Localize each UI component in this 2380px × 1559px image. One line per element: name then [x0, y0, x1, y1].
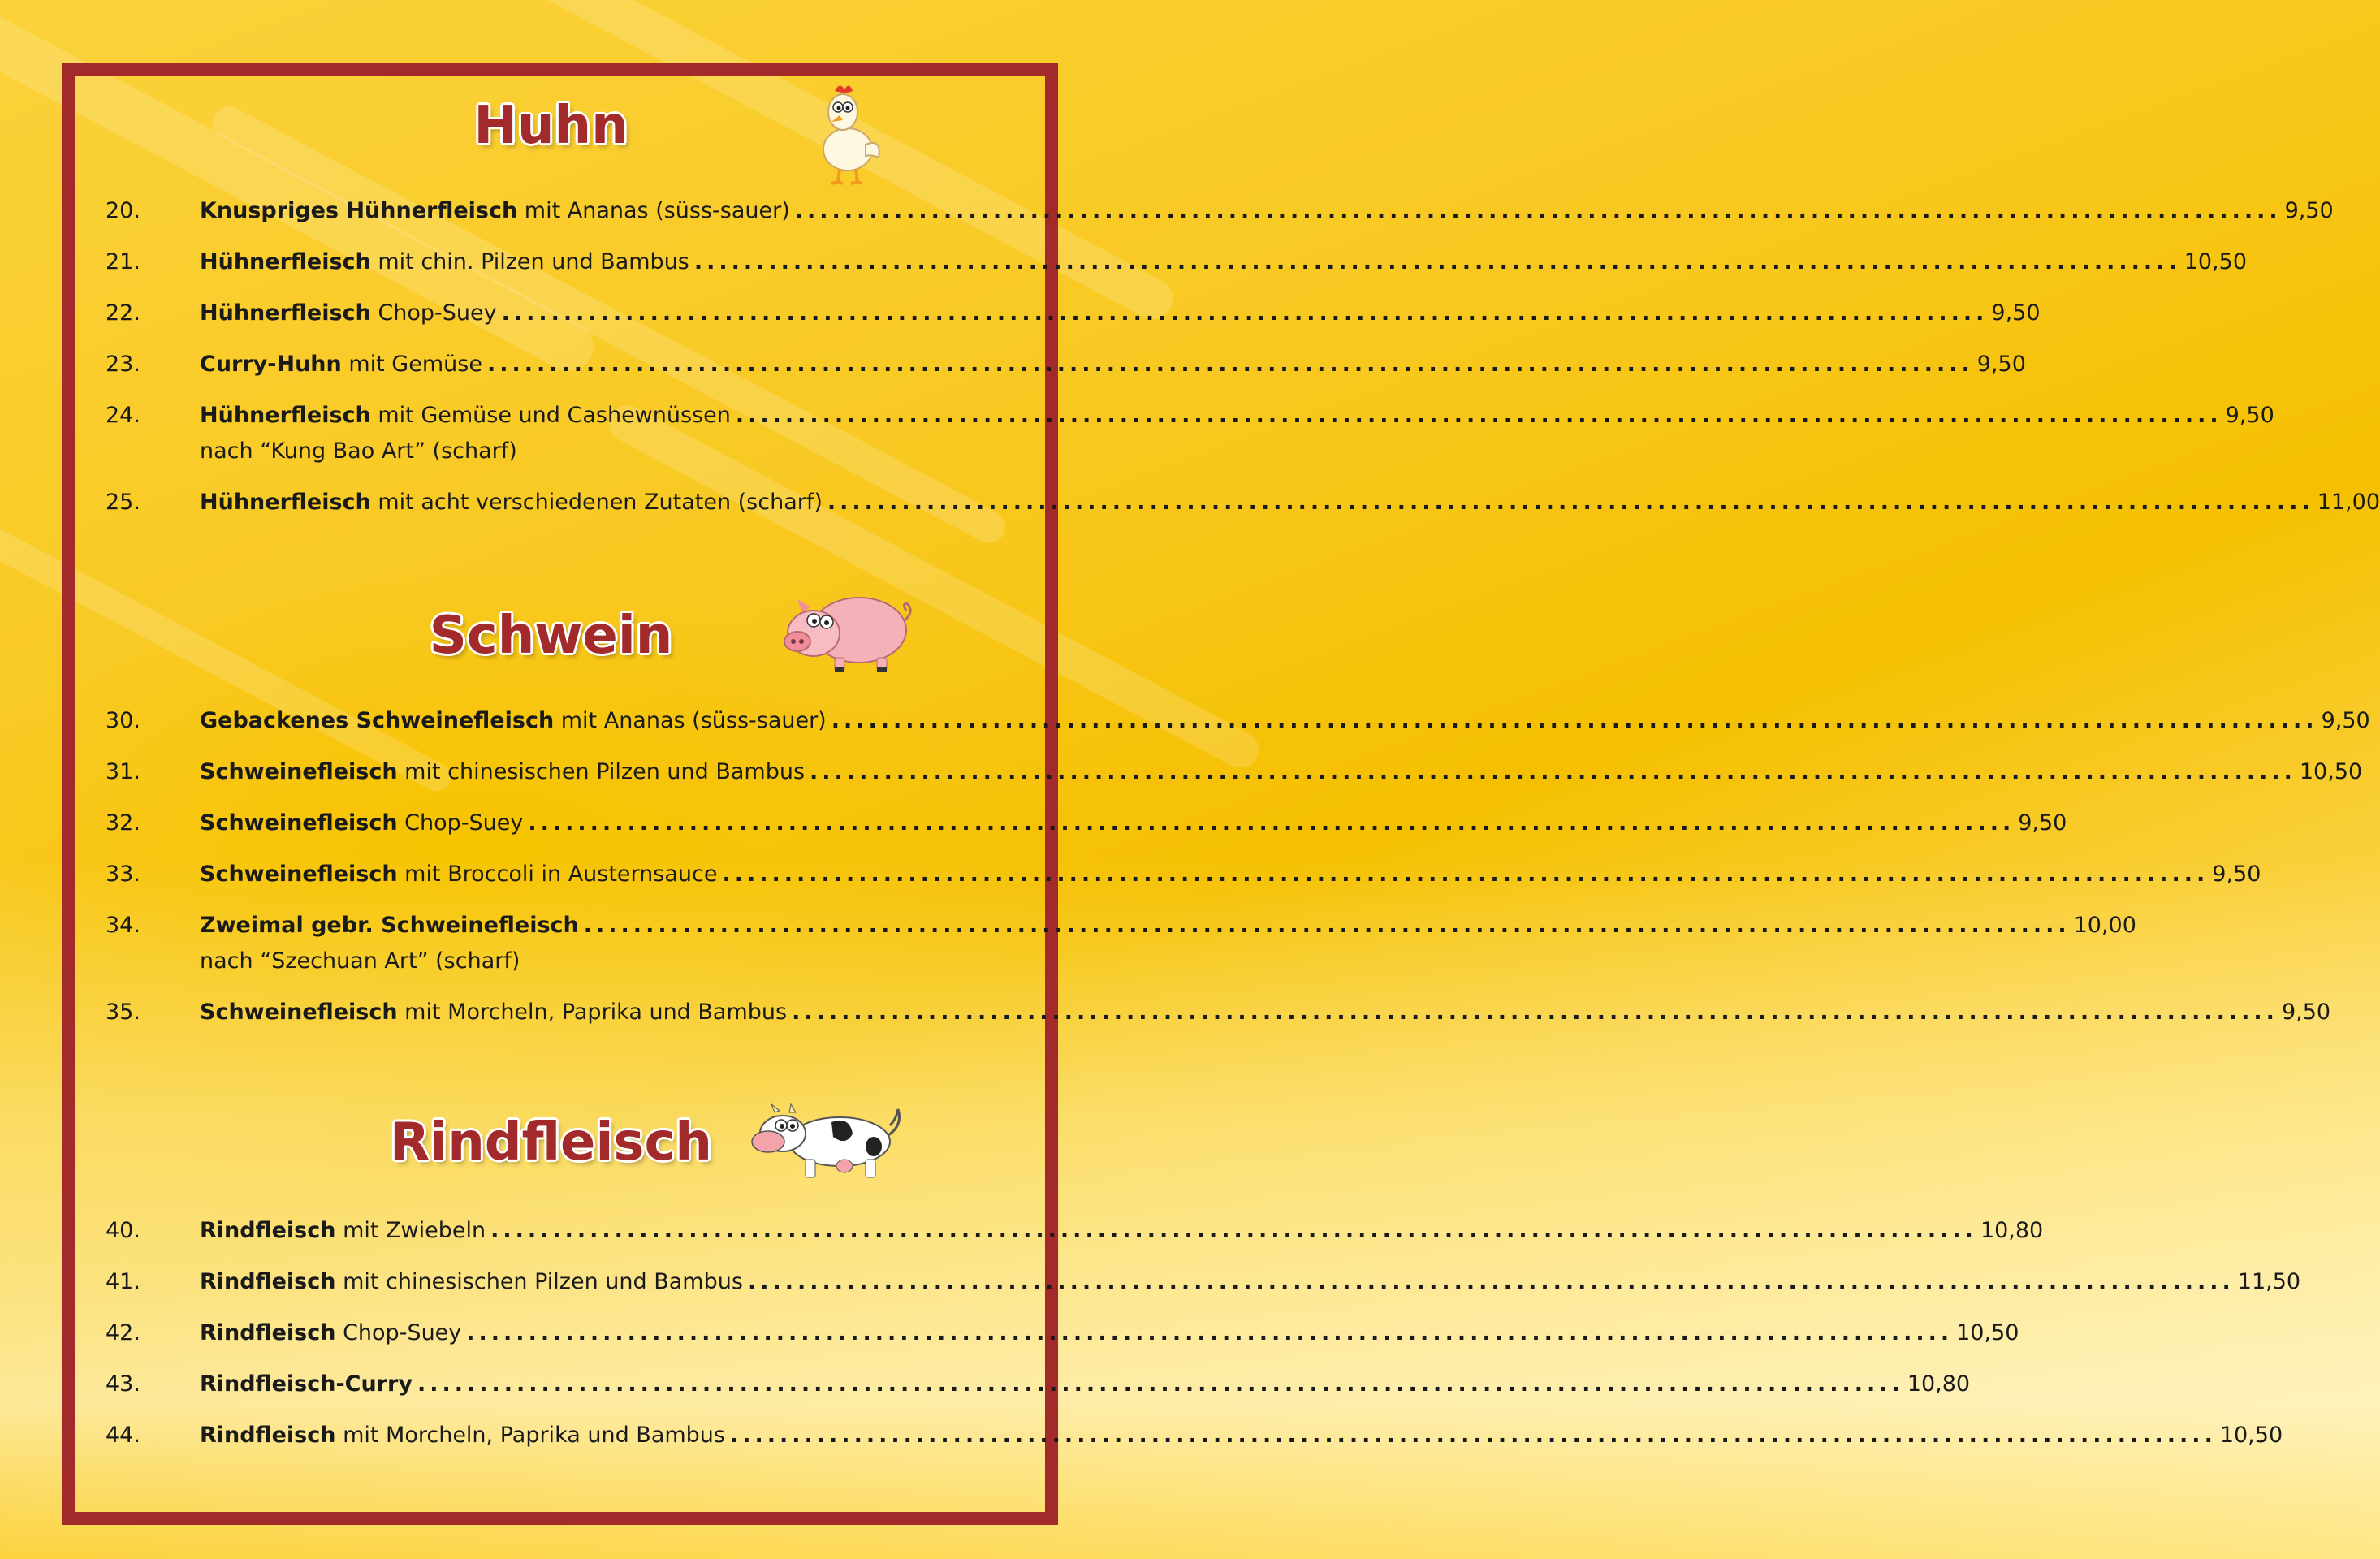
item-description [200, 198, 790, 223]
item-description [200, 1269, 743, 1294]
item-name: Hühnerfleisch [200, 403, 371, 428]
item-description-line [200, 759, 2363, 784]
item-name: Schweinefleisch [200, 759, 398, 784]
item-description-line [200, 1371, 1971, 1397]
item-description [200, 759, 805, 784]
item-name: Rindfleisch [200, 1269, 336, 1294]
item-price: 11,50 [2237, 1269, 2301, 1294]
item-price: 10,50 [1956, 1320, 2019, 1345]
pig-icon [778, 588, 916, 677]
item-detail: Chop-Suey [335, 1320, 462, 1345]
item-detail: mit Zwiebeln [335, 1218, 486, 1243]
item-detail: Chop-Suey [370, 300, 497, 326]
item-name: Hühnerfleisch [200, 490, 371, 515]
item-description [200, 1218, 486, 1243]
item-number: 33. [106, 862, 140, 887]
item-number: 41. [106, 1269, 140, 1294]
item-detail: mit chinesischen Pilzen und Bambus [397, 759, 806, 784]
item-number: 30. [106, 708, 140, 733]
item-description [200, 352, 482, 377]
item-number: 35. [106, 1000, 140, 1025]
dot-leader: ........................................................................................................................ [735, 403, 2222, 428]
item-number: 23. [106, 352, 140, 377]
item-name: Schweinefleisch [200, 862, 398, 887]
menu-frame [62, 63, 1058, 1525]
item-number: 44. [106, 1423, 140, 1448]
item-description-line [200, 198, 2334, 223]
item-description-line [200, 708, 2370, 733]
item-description-line [200, 810, 2067, 836]
item-price: 9,50 [1976, 352, 2026, 377]
item-description-line [200, 490, 2380, 515]
item-name: Rindfleisch [200, 1320, 336, 1345]
item-name: Gebackenes Schweinefleisch [200, 708, 555, 733]
item-description-line [200, 249, 2247, 274]
item-detail: mit acht verschiedenen Zutaten (scharf) [370, 490, 823, 515]
item-subtitle: nach “Szechuan Art” (scharf) [200, 948, 520, 974]
item-detail: mit Morcheln, Paprika und Bambus [397, 1000, 788, 1025]
item-price: 10,80 [1980, 1218, 2044, 1243]
item-name: Rindfleisch [200, 1423, 336, 1448]
item-name: Schweinefleisch [200, 1000, 398, 1025]
dot-leader: ........................................................................................................................ [794, 198, 2282, 223]
dot-leader: ........................................................................................................................ [486, 352, 1974, 377]
item-name: Hühnerfleisch [200, 300, 371, 326]
item-description [200, 708, 827, 733]
dot-leader: ........................................................................................................................ [747, 1269, 2235, 1294]
item-number: 32. [106, 810, 140, 836]
item-description-line [200, 913, 2136, 938]
item-detail: mit Broccoli in Austernsauce [397, 862, 718, 887]
item-price: 10,00 [2073, 913, 2136, 938]
item-description-line [200, 300, 2041, 326]
item-number: 21. [106, 249, 140, 274]
item-name: Hühnerfleisch [200, 249, 371, 274]
item-price: 10,50 [2219, 1423, 2283, 1448]
dot-leader: ........................................................................................................................ [417, 1371, 1904, 1397]
item-name: Curry-Huhn [200, 352, 342, 377]
item-number: 31. [106, 759, 140, 784]
item-detail: mit chin. Pilzen und Bambus [370, 249, 689, 274]
dot-leader: ........................................................................................................................ [583, 913, 2071, 938]
section-title-rindfleisch: Rindfleisch [390, 1112, 712, 1172]
item-price: 9,50 [2212, 862, 2261, 887]
cow-icon [744, 1101, 909, 1182]
item-description [200, 403, 731, 428]
item-description [200, 862, 717, 887]
dot-leader: ........................................................................................................................ [466, 1320, 1954, 1345]
dot-leader: ........................................................................................................................ [730, 1423, 2217, 1448]
item-name: Rindfleisch-Curry [200, 1371, 413, 1397]
item-description [200, 913, 579, 938]
chicken-icon [807, 80, 888, 187]
item-price: 9,50 [2281, 1000, 2331, 1025]
dot-leader: ........................................................................................................................ [722, 862, 2209, 887]
item-description-line [200, 403, 2274, 428]
item-detail: mit Gemüse und Cashewnüssen [370, 403, 731, 428]
item-number: 20. [106, 198, 140, 223]
item-price: 9,50 [2321, 708, 2370, 733]
dot-leader: ........................................................................................................................ [501, 300, 1989, 326]
item-subtitle: nach “Kung Bao Art” (scharf) [200, 438, 517, 464]
item-description [200, 249, 689, 274]
section-title-huhn: Huhn [473, 96, 628, 156]
item-description-line [200, 1000, 2331, 1025]
item-detail: mit Ananas (süss-sauer) [554, 708, 827, 733]
item-name: Knuspriges Hühnerfleisch [200, 198, 518, 223]
dot-leader: ........................................................................................................................ [792, 1000, 2278, 1025]
item-name: Rindfleisch [200, 1218, 336, 1243]
item-name: Schweinefleisch [200, 810, 398, 836]
item-price: 9,50 [2018, 810, 2067, 836]
item-description-line [200, 1423, 2283, 1448]
item-price: 9,50 [1991, 300, 2041, 326]
item-description [200, 1423, 725, 1448]
item-description [200, 1320, 461, 1345]
item-detail: mit chinesischen Pilzen und Bambus [335, 1269, 743, 1294]
dot-leader: ........................................................................................................................ [528, 810, 2015, 836]
item-description [200, 810, 523, 836]
item-description [200, 1000, 787, 1025]
item-name: Zweimal gebr. Schweinefleisch [200, 913, 579, 938]
item-number: 24. [106, 403, 140, 428]
item-number: 22. [106, 300, 140, 326]
item-detail: mit Morcheln, Paprika und Bambus [335, 1423, 725, 1448]
item-description-line [200, 1320, 2019, 1345]
item-description-line [200, 1269, 2301, 1294]
dot-leader: ........................................................................................................................ [810, 759, 2296, 784]
item-price: 10,50 [2183, 249, 2247, 274]
section-title-schwein: Schwein [429, 606, 673, 666]
dot-leader: ........................................................................................................................ [693, 249, 2181, 274]
item-number: 40. [106, 1218, 140, 1243]
item-detail: mit Gemüse [341, 352, 482, 377]
dot-leader: ........................................................................................................................ [827, 490, 2314, 515]
item-price: 10,80 [1907, 1371, 1971, 1397]
item-detail: Chop-Suey [397, 810, 524, 836]
dot-leader: ........................................................................................................................ [490, 1218, 1977, 1243]
item-number: 34. [106, 913, 140, 938]
item-description-line [200, 862, 2261, 887]
item-number: 42. [106, 1320, 140, 1345]
item-description-line [200, 1218, 2044, 1243]
item-description-line [200, 352, 2026, 377]
item-description [200, 1371, 413, 1397]
item-price: 9,50 [2225, 403, 2274, 428]
item-price: 10,50 [2299, 759, 2363, 784]
item-number: 43. [106, 1371, 140, 1397]
item-price: 11,00 [2317, 490, 2380, 515]
item-description [200, 300, 497, 326]
dot-leader: ........................................................................................................................ [831, 708, 2318, 733]
item-number: 25. [106, 490, 140, 515]
item-price: 9,50 [2284, 198, 2334, 223]
item-detail: mit Ananas (süss-sauer) [517, 198, 790, 223]
item-description [200, 490, 823, 515]
